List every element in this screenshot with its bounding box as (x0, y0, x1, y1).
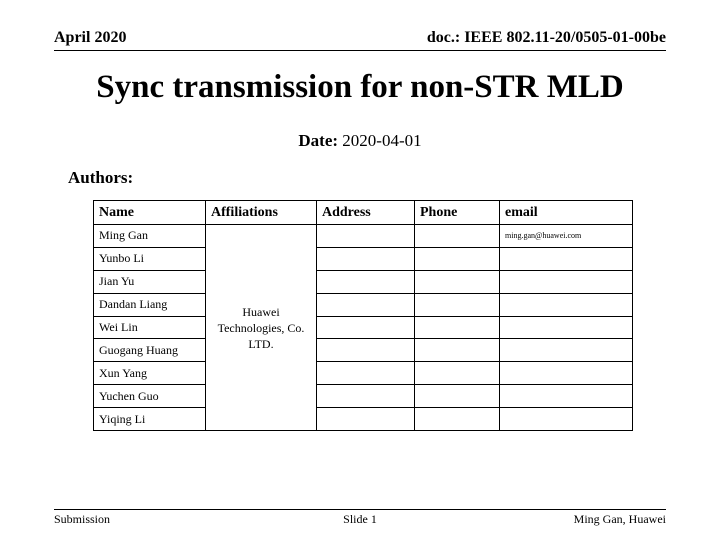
table-row (94, 339, 633, 362)
author-email (500, 316, 633, 339)
slide-title: Sync transmission for non-STR MLD (96, 69, 624, 105)
table-header-row (94, 201, 633, 225)
affiliation-cell: Huawei Technologies, Co. LTD. (206, 225, 317, 431)
author-name: Guogang Huang (94, 339, 206, 362)
author-name: Yuchen Guo (94, 385, 206, 408)
author-email (500, 339, 633, 362)
date-line (0, 131, 720, 151)
author-name: Yiqing Li (94, 408, 206, 431)
author-phone (415, 362, 500, 385)
author-email (500, 270, 633, 293)
author-name: Xun Yang (94, 362, 206, 385)
footer-slide-number: Slide 1 (343, 512, 377, 526)
author-name: Wei Lin (94, 316, 206, 339)
author-name: Jian Yu (94, 270, 206, 293)
footer-author: Ming Gan, Huawei (573, 512, 666, 526)
author-phone (415, 225, 500, 248)
header-divider (54, 50, 666, 51)
authors-table (93, 200, 633, 431)
date-label: Date: (298, 131, 339, 150)
author-phone (415, 339, 500, 362)
table-row (94, 247, 633, 270)
author-phone (415, 293, 500, 316)
author-address (317, 293, 415, 316)
table-row (94, 362, 633, 385)
author-address (317, 316, 415, 339)
author-phone (415, 247, 500, 270)
author-address (317, 339, 415, 362)
table-row (94, 385, 633, 408)
table-row (94, 293, 633, 316)
author-address (317, 270, 415, 293)
author-address (317, 225, 415, 248)
author-phone (415, 316, 500, 339)
author-address (317, 408, 415, 431)
column-header-phone: Phone (415, 201, 500, 225)
table-row (94, 408, 633, 431)
table-row (94, 270, 633, 293)
author-address (317, 385, 415, 408)
footer-submission: Submission (54, 512, 111, 526)
authors-heading: Authors: (68, 168, 134, 187)
column-header-address: Address (317, 201, 415, 225)
author-phone (415, 408, 500, 431)
author-name: Yunbo Li (94, 247, 206, 270)
footer-divider (54, 509, 666, 510)
author-address (317, 362, 415, 385)
column-header-email: email (500, 201, 633, 225)
column-header-name: Name (94, 201, 206, 225)
table-row (94, 316, 633, 339)
author-address (317, 247, 415, 270)
header-doc-id: doc.: IEEE 802.11-20/0505-01-00be (426, 29, 666, 46)
author-phone (415, 270, 500, 293)
author-email (500, 247, 633, 270)
author-email (500, 362, 633, 385)
author-email (500, 385, 633, 408)
column-header-affiliations: Affiliations (206, 201, 317, 225)
author-name: Dandan Liang (94, 293, 206, 316)
author-email (500, 293, 633, 316)
author-phone (415, 385, 500, 408)
date-value: 2020-04-01 (342, 131, 422, 150)
author-email: ming.gan@huawei.com (500, 225, 633, 248)
author-email (500, 408, 633, 431)
table-row (94, 225, 633, 248)
author-name: Ming Gan (94, 225, 206, 248)
header-date: April 2020 (54, 29, 127, 46)
